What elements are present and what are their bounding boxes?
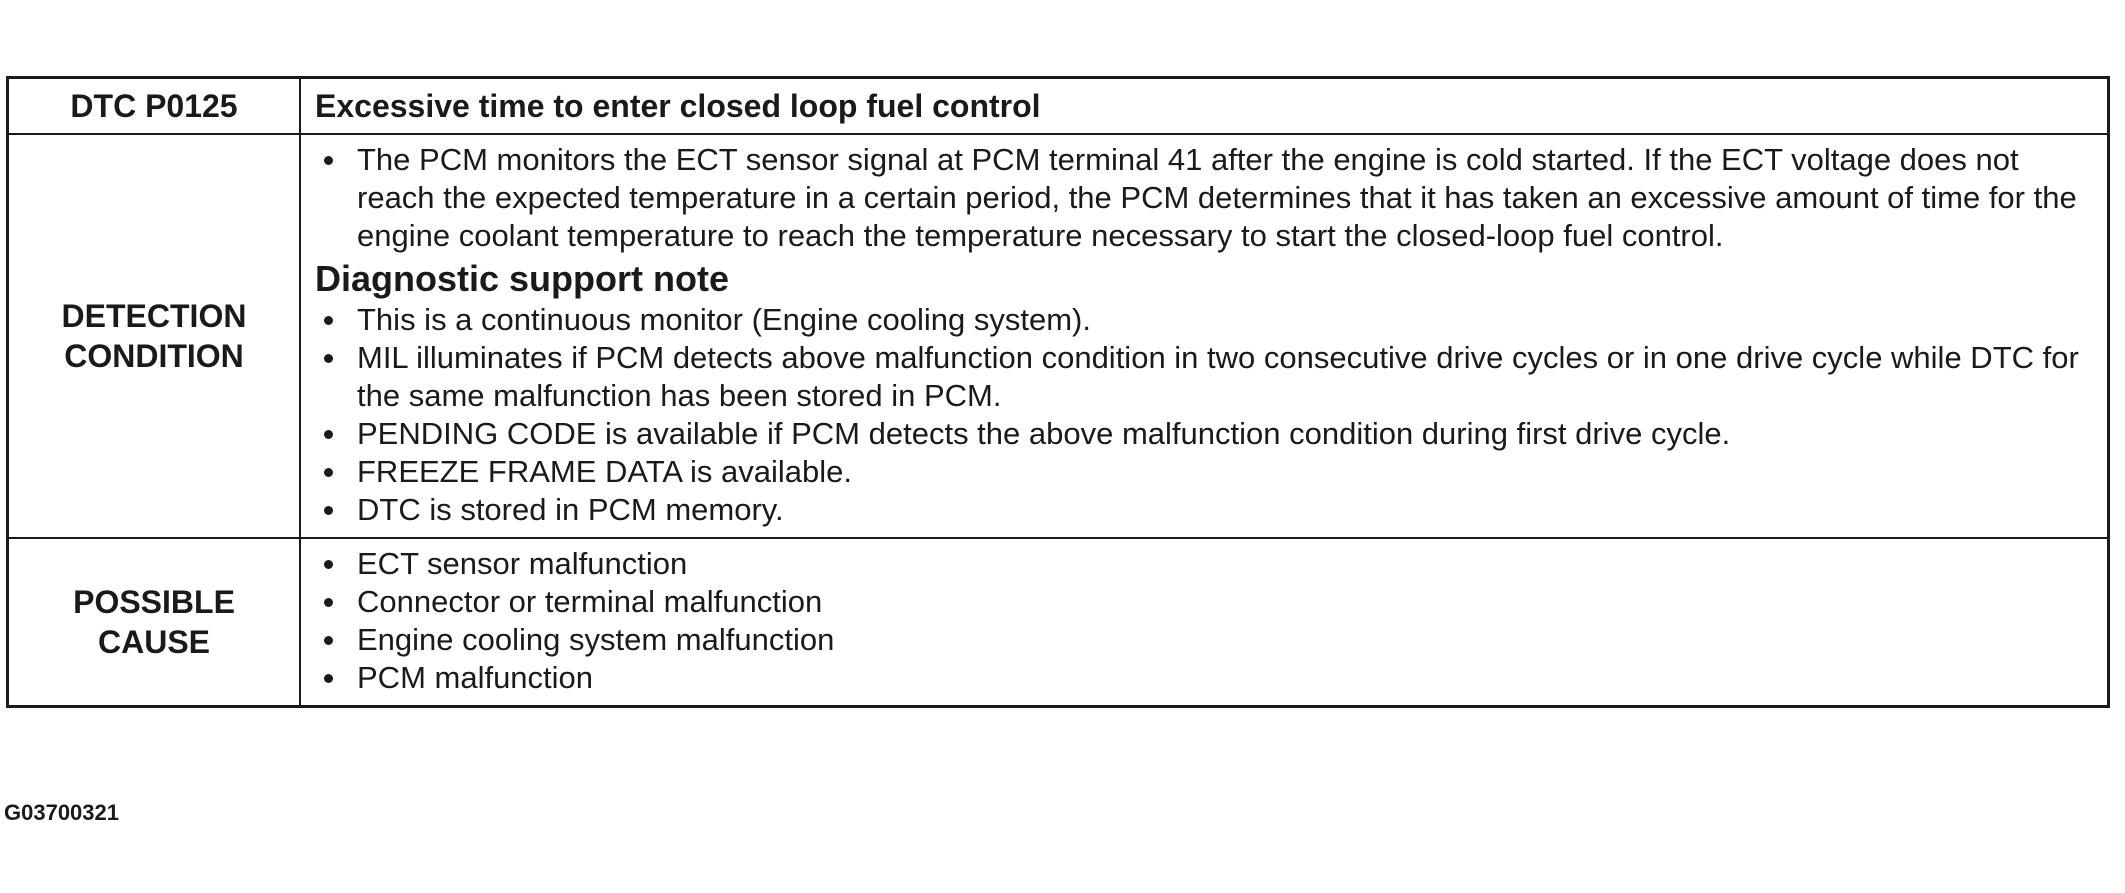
list-item: DTC is stored in PCM memory. [315,491,2097,529]
detection-label-line-1: DETECTION [61,298,247,334]
detection-condition-content [300,134,2109,538]
detection-label-line-2: CONDITION [64,338,244,374]
diagnostic-support-note-list [315,301,2097,529]
list-item: The PCM monitors the ECT sensor signal at PCM terminal 41 after the engine is cold started. If the ECT voltage does not reach the expected temperature in a certain period, the PCM determines that it has taken an excessive amount of time for the engine coolant temperature to reach the temperature necessary to start the closed-loop fuel control. [315,141,2097,255]
list-item: PCM malfunction [315,659,2097,697]
list-item: FREEZE FRAME DATA is available. [315,453,2097,491]
possible-cause-list [315,545,2097,697]
possible-cause-label-line-2: CAUSE [97,624,210,660]
list-item: ECT sensor malfunction [315,545,2097,583]
detection-condition-row [8,134,2109,538]
list-item: PENDING CODE is available if PCM detects the above malfunction condition during first drive cycle. [315,415,2097,453]
dtc-title: Excessive time to enter closed loop fuel control [300,78,2109,135]
detection-condition-label [8,134,301,538]
list-item: MIL illuminates if PCM detects above malfunction condition in two consecutive drive cycles or in one drive cycle while DTC for the same malfunction has been stored in PCM. [315,339,2097,415]
dtc-table [6,76,2110,708]
list-item: Engine cooling system malfunction [315,621,2097,659]
header-row [8,78,2109,135]
dtc-code: DTC P0125 [8,78,301,135]
possible-cause-label-line-1: POSSIBLE [73,584,235,620]
figure-id: G03700321 [4,800,119,825]
list-item: Connector or terminal malfunction [315,583,2097,621]
diagnostic-support-note-heading: Diagnostic support note [315,258,729,299]
list-item: This is a continuous monitor (Engine cooling system). [315,301,2097,339]
possible-cause-label [8,538,301,707]
possible-cause-content [300,538,2109,707]
possible-cause-row [8,538,2109,707]
detection-intro-list [315,141,2097,255]
